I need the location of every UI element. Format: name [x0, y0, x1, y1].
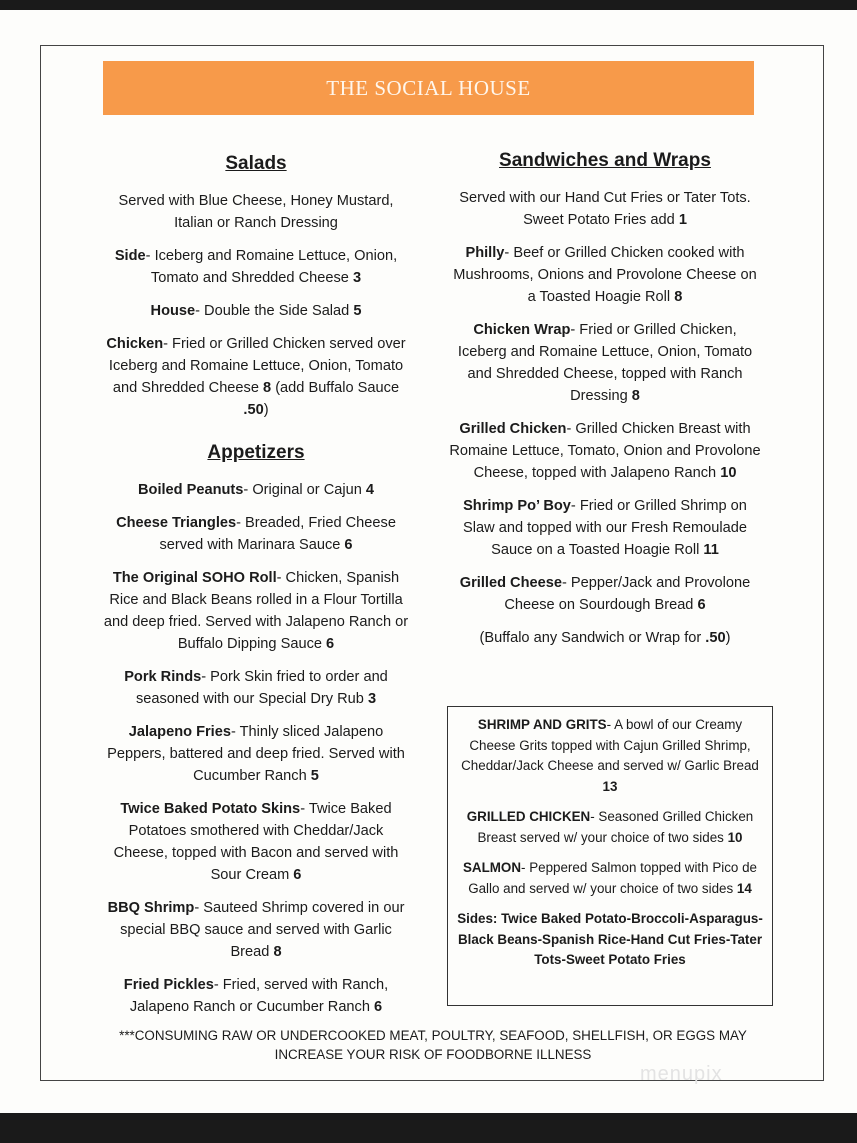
item-desc: - Thinly sliced Jalapeno Peppers, battered and deep fried. Served with Cucumber Ranch	[107, 724, 405, 784]
item-price: 11	[703, 542, 719, 558]
item-price: 3	[367, 691, 377, 707]
title-banner	[103, 61, 754, 115]
item-name: SALMON	[462, 860, 522, 875]
item-name: BBQ Shrimp	[107, 900, 195, 916]
item-desc: - Sauteed Shrimp covered in our special BBQ sauce and served with Garlic Bread	[120, 900, 405, 960]
item-name: The Original SOHO Roll	[112, 570, 277, 586]
menu-item	[448, 319, 762, 407]
item-price: 8	[631, 388, 640, 404]
item-desc: - Grilled Chicken Breast with Romaine Lettuce, Tomato, Onion and Provolone Cheese, topped with Jalapeno Ranch	[449, 421, 761, 481]
food-safety-warning: ***CONSUMING RAW OR UNDERCOOKED MEAT, POULTRY, SEAFOOD, SHELLFISH, OR EGGS MAY INCREASE YOUR RISK OF FOODBORNE ILLNESS	[119, 1028, 747, 1062]
item-desc: - Pork Skin fried to order and seasoned with our Special Dry Rub	[135, 669, 388, 707]
sides-list: Sides: Twice Baked Potato-Broccoli-Asparagus-Black Beans-Spanish Rice-Hand Cut Fries-Tater Tots-Sweet Potato Fries	[457, 911, 763, 967]
menu-item	[100, 300, 412, 322]
item-desc: - Seasoned Grilled Chicken Breast served w/ your choice of two sides	[477, 809, 754, 845]
item-price: 8	[263, 380, 272, 396]
sandwiches-heading: Sandwiches and Wraps	[499, 150, 711, 171]
item-price: 13	[602, 778, 618, 794]
intro-price: 1	[678, 212, 687, 228]
menu-item	[448, 418, 762, 484]
item-desc: - Fried or Grilled Chicken served over Iceberg and Romaine Lettuce, Onion, Tomato and Shredded Cheese	[108, 336, 406, 396]
item-price: 8	[674, 289, 683, 305]
item-price: 6	[344, 537, 353, 553]
item-name: Twice Baked Potato Skins	[120, 801, 301, 817]
buffalo-note	[448, 627, 762, 649]
menu-item	[100, 333, 412, 421]
item-name: Shrimp Po’ Boy	[463, 498, 571, 514]
item-desc: - Fried or Grilled Chicken, Iceberg and Romaine Lettuce, Onion, Tomato and Shredded Cheese, topped with Ranch Dressing	[457, 322, 753, 404]
salads-intro: Served with Blue Cheese, Honey Mustard, Italian or Ranch Dressing	[118, 193, 394, 231]
item-price: 6	[374, 999, 383, 1015]
item-name: Boiled Peanuts	[137, 482, 244, 498]
item-price: 6	[293, 867, 302, 883]
item-desc: - Double the Side Salad	[195, 303, 354, 319]
menu-item	[100, 798, 412, 886]
sandwiches-intro	[448, 187, 762, 231]
right-column	[448, 147, 762, 660]
appetizers-heading: Appetizers	[207, 442, 305, 463]
salads-heading: Salads	[225, 153, 287, 174]
item-name: Side	[114, 248, 146, 264]
item-name: Pork Rinds	[124, 669, 202, 685]
item-price: 5	[310, 768, 319, 784]
item-addon-end: )	[263, 402, 269, 418]
item-price: 4	[365, 482, 375, 498]
item-desc: - Pepper/Jack and Provolone Cheese on Sourdough Bread	[504, 575, 751, 613]
menu-item	[100, 479, 412, 501]
restaurant-name: THE SOCIAL HOUSE	[326, 75, 531, 100]
item-name: Jalapeno Fries	[128, 724, 231, 740]
menu-item	[100, 974, 412, 1018]
item-desc: - Fried, served with Ranch, Jalapeno Ranch or Cucumber Ranch	[129, 977, 389, 1015]
item-desc: - Peppered Salmon topped with Pico de Gallo and served w/ your choice of two sides	[468, 860, 757, 896]
item-name: Grilled Chicken	[459, 421, 567, 437]
item-addon: (add Buffalo Sauce	[271, 380, 400, 396]
item-name: Grilled Cheese	[459, 575, 562, 591]
menu-item	[100, 897, 412, 963]
entrees-box	[447, 706, 773, 1006]
entree-item	[456, 858, 764, 899]
item-desc: - Iceberg and Romaine Lettuce, Onion, Tomato and Shredded Cheese	[145, 248, 398, 286]
item-price: 10	[720, 465, 737, 481]
item-desc: - Chicken, Spanish Rice and Black Beans rolled in a Flour Tortilla and deep fried. Served with Jalapeno Ranch or Buffalo Dipping Sauce	[103, 570, 409, 652]
item-name: SHRIMP AND GRITS	[477, 717, 607, 732]
item-desc: - A bowl of our Creamy Cheese Grits topped with Cajun Grilled Shrimp, Cheddar/Jack Cheese and served w/ Garlic Bread	[461, 717, 759, 773]
item-desc: - Twice Baked Potatoes smothered with Cheddar/Jack Cheese, topped with Bacon and served with Sour Cream	[113, 801, 399, 883]
item-price: 10	[727, 829, 743, 845]
buffalo-end: )	[725, 630, 731, 646]
menu-item	[448, 572, 762, 616]
item-name: Fried Pickles	[123, 977, 214, 993]
item-desc: - Fried or Grilled Shrimp on Slaw and topped with our Fresh Remoulade Sauce on a Toasted Hoagie Roll	[463, 498, 747, 558]
intro-text: Served with our Hand Cut Fries or Tater Tots. Sweet Potato Fries add	[459, 190, 751, 228]
item-desc: - Breaded, Fried Cheese served with Marinara Sauce	[159, 515, 396, 553]
buffalo-price: .50	[705, 630, 726, 646]
menu-item	[100, 721, 412, 787]
menu-item	[100, 567, 412, 655]
entree-item	[456, 807, 764, 848]
menu-item	[100, 666, 412, 710]
entree-item	[456, 715, 764, 797]
menu-item	[100, 512, 412, 556]
item-name: Chicken Wrap	[473, 322, 571, 338]
menu-item	[448, 495, 762, 561]
item-price: 5	[353, 303, 362, 319]
item-name: GRILLED CHICKEN	[466, 809, 591, 824]
item-name: Cheese Triangles	[116, 515, 237, 531]
item-price: 6	[326, 636, 335, 652]
item-price: 6	[697, 597, 706, 613]
item-price: 3	[352, 270, 362, 286]
item-price: 14	[736, 880, 752, 896]
watermark: menupix	[640, 1063, 723, 1085]
addon-price: .50	[243, 402, 264, 418]
left-column	[100, 150, 412, 1029]
item-desc: - Original or Cajun	[243, 482, 366, 498]
item-name: House	[150, 303, 196, 319]
item-name: Philly	[465, 245, 505, 261]
item-price: 8	[273, 944, 282, 960]
item-desc: - Beef or Grilled Chicken cooked with Mushrooms, Onions and Provolone Cheese on a Toasted Hoagie Roll	[453, 245, 757, 305]
menu-item	[100, 245, 412, 289]
buffalo-text: (Buffalo any Sandwich or Wrap for	[479, 630, 706, 646]
menu-item	[448, 242, 762, 308]
item-name: Chicken	[106, 336, 164, 352]
